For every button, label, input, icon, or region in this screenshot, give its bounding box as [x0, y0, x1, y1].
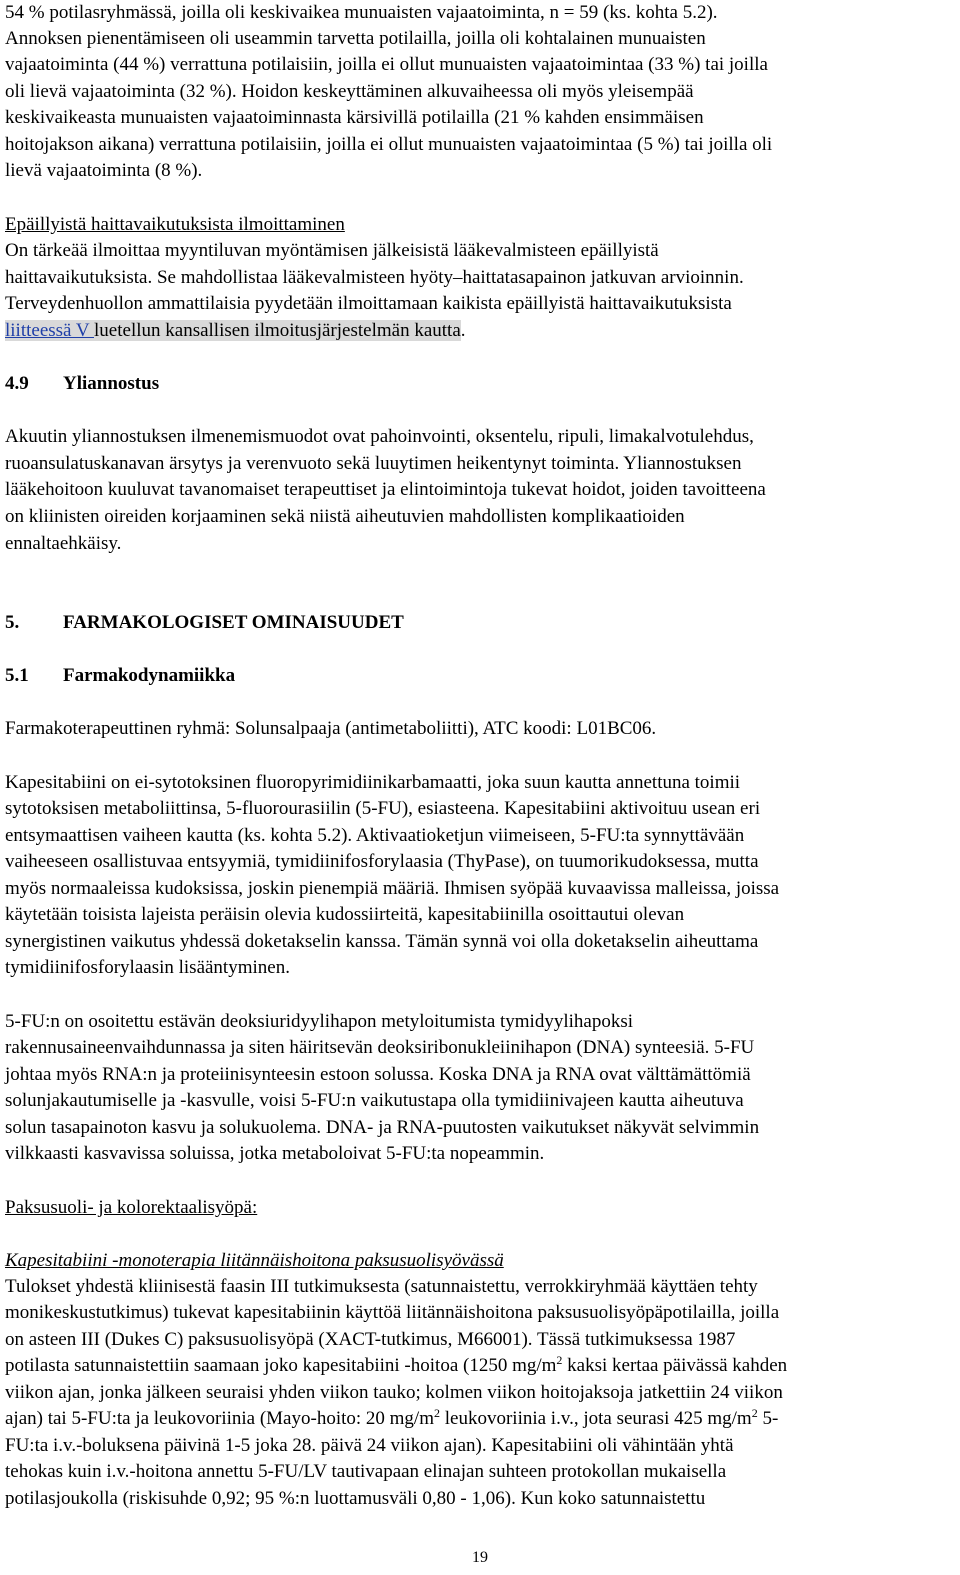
section-heading-5 — [5, 610, 404, 636]
paragraph-line: Kapesitabiini on ei-sytotoksinen fluoropyrimidiinikarbamaatti, joka suun kautta annettuna toimii — [5, 772, 741, 793]
paragraph-line: solunjakautumiselle ja -kasvulle, voisi 5-FU:n vaikutustapa olla tymidiinivajeen kautta aiheutuva — [5, 1090, 744, 1111]
paragraph-line: on kliinisten oireiden korjaaminen sekä niistä aiheutuvien mahdollisten komplikaatioiden — [5, 506, 685, 527]
paragraph-line — [5, 1406, 778, 1432]
section-title: FARMAKOLOGISET OMINAISUUDET — [63, 612, 404, 633]
paragraph-line: lievä vajaatoiminta (8 %). — [5, 160, 203, 181]
reporting-heading: Epäillyistä haittavaikutuksista ilmoittaminen — [5, 214, 345, 235]
paragraph-line: FU:ta i.v.-boluksena päivinä 1-5 joka 28. päivä 24 viikon ajan). Kapesitabiini oli vähintään yhtä — [5, 1435, 734, 1456]
paragraph-line: 54 % potilasryhmässä, joilla oli keskivaikea munuaisten vajaatoiminta, n = 59 (ks. kohta 5.2). — [5, 2, 718, 23]
text-run: 5- — [757, 1408, 779, 1429]
paragraph-line: oli lievä vajaatoiminta (32 %). Hoidon keskeyttäminen alkuvaiheessa oli myös yleisempää — [5, 81, 694, 102]
paragraph-line: tymidiinifosforylaasin lisääntyminen. — [5, 957, 290, 978]
paragraph-line: sytotoksisen metaboliittinsa, 5-fluorourasiilin (5-FU), esiasteena. Kapesitabiini aktivoituu usean eri — [5, 798, 761, 819]
paragraph-line: synergistinen vaikutus yhdessä doketakselin kanssa. Tämän synnä voi olla doketakselin aiheuttama — [5, 931, 759, 952]
link-trailing-text: luetellun kansallisen ilmoitusjärjestelmän kautta — [94, 320, 461, 341]
paragraph-line: tehokas kuin i.v.-hoitona annettu 5-FU/LV tautivapaan elinajan suhteen protokollan mukaisella — [5, 1461, 727, 1482]
pharmacotherapeutic-group: Farmakoterapeuttinen ryhmä: Solunsalpaaja (antimetaboliitti), ATC koodi: L01BC06. — [5, 718, 657, 739]
paragraph-line: potilasjoukolla (riskisuhde 0,92; 95 %:n luottamusväli 0,80 - 1,06). Kun koko satunnaistettu — [5, 1488, 706, 1509]
paragraph-line: ennaltaehkäisy. — [5, 533, 122, 554]
colorectal-heading: Paksusuoli- ja kolorektaalisyöpä: — [5, 1197, 258, 1218]
section-title: Yliannostus — [63, 373, 160, 394]
paragraph-line: johtaa myös RNA:n ja proteiinisynteesin estoon solussa. Koska DNA ja RNA ovat välttämättömiä — [5, 1064, 751, 1085]
paragraph-line: vilkkaasti kasvavissa soluissa, jotka metaboloivat 5-FU:ta nopeammin. — [5, 1143, 545, 1164]
text-run: potilasta satunnaistettiin saamaan joko kapesitabiini -hoitoa (1250 mg/m — [5, 1355, 557, 1376]
paragraph-line: käytetään toisista lajeista peräisin olevia kudossiirteitä, kapesitabiinilla osoittautui olevan — [5, 904, 685, 925]
monotherapy-heading: Kapesitabiini -monoterapia liitännäishoitona paksusuolisyövässä — [5, 1250, 504, 1271]
section-number: 5.1 — [5, 665, 29, 686]
paragraph-line: solun tasapainoton kasvu ja solukuolema. DNA- ja RNA-puutosten vaikutukset näkyvät selvimmin — [5, 1117, 760, 1138]
section-title: Farmakodynamiikka — [63, 665, 236, 686]
paragraph-line: hoitojakson aikana) verrattuna potilaisiin, joilla ei ollut munuaisten vajaatoimintaa (5 %) tai joilla oli — [5, 134, 773, 155]
superscript: 2 — [751, 1406, 758, 1420]
paragraph-line: vaiheeseen osallistuvaa entsyymiä, tymidiinifosforylaasia (ThyPase), on tuumorikudoksessa, mutta — [5, 851, 759, 872]
paragraph-line: rakennusaineenvaihdunnassa ja siten häiritsevän deoksiribonukleiinihapon (DNA) synteesiä. 5-FU — [5, 1037, 755, 1058]
paragraph-line: 5-FU:n on osoitettu estävän deoksiuridyylihapon metyloitumista tymidyylihapoksi — [5, 1011, 634, 1032]
paragraph-line: Tulokset yhdestä kliinisestä faasin III tutkimuksesta (satunnaistettu, verrokkiryhmää käyttäen tehty — [5, 1276, 758, 1297]
section-heading-5-1 — [5, 663, 235, 689]
paragraph-line: ruoansulatuskanavan ärsytys ja verenvuoto sekä luuytimen heikentynyt toiminta. Yliannostuksen — [5, 453, 742, 474]
text-run: ajan) tai 5-FU:ta ja leukovoriinia (Mayo-hoito: 20 mg/m — [5, 1408, 434, 1429]
superscript: 2 — [556, 1353, 563, 1367]
paragraph-line: keskivaikeasta munuaisten vajaatoiminnasta kärsivillä potilailla (21 % kahden ensimmäisen — [5, 107, 704, 128]
paragraph-line: lääkehoitoon kuuluvat tavanomaiset terapeuttiset ja elintoimintoja tukevat hoidot, joiden tavoitteena — [5, 479, 766, 500]
section-number: 5. — [5, 612, 20, 633]
section-heading-4-9 — [5, 371, 159, 397]
paragraph-line: On tärkeää ilmoittaa myyntiluvan myöntämisen jälkeisistä lääkevalmisteen epäillyistä — [5, 240, 659, 261]
section-number: 4.9 — [5, 373, 29, 394]
paragraph-line: myös normaaleissa kudoksissa, joskin pienempiä määriä. Ihmisen syöpää kuvaavissa malleissa, joissa — [5, 878, 780, 899]
sentence-end: . — [460, 320, 466, 341]
paragraph-line — [5, 318, 466, 344]
paragraph-line: Akuutin yliannostuksen ilmenemismuodot ovat pahoinvointi, oksentelu, ripuli, limakalvotulehdus, — [5, 426, 754, 447]
paragraph-line: on asteen III (Dukes C) paksusuolisyöpä (XACT-tutkimus, M66001). Tässä tutkimuksessa 1987 — [5, 1329, 736, 1350]
paragraph-line: vajaatoiminta (44 %) verrattuna potilaisiin, joilla ei ollut munuaisten vajaatoimintaa (33 %) tai joilla — [5, 54, 768, 75]
text-run: leukovoriinia i.v., jota seurasi 425 mg/m — [440, 1408, 752, 1429]
paragraph-line: monikeskustutkimus) tukevat kapesitabiinin käyttöä liitännäishoitona paksusuolisyöpäpotilailla, joilla — [5, 1302, 780, 1323]
paragraph-line: haittavaikutuksista. Se mahdollistaa lääkevalmisteen hyöty–haittatasapainon jatkuvan arvioinnin. — [5, 267, 744, 288]
paragraph-line: viikon ajan, jonka jälkeen seuraisi yhden viikon tauko; kolmen viikon hoitojaksoja jatkettiin 24 viikon — [5, 1382, 783, 1403]
page-number: 19 — [472, 1549, 488, 1566]
superscript: 2 — [434, 1406, 440, 1420]
text-run: kaksi kertaa päivässä kahden — [562, 1355, 788, 1376]
paragraph-line: entsymaattisen vaiheen kautta (ks. kohta 5.2). Aktivaatioketjun viimeiseen, 5-FU:ta synnyttävään — [5, 825, 745, 846]
paragraph-line: Terveydenhuollon ammattilaisia pyydetään ilmoittamaan kaikista epäillyistä haittavaikutuksista — [5, 293, 732, 314]
appendix-v-link[interactable]: liitteessä V — [5, 320, 95, 341]
paragraph-line: Annoksen pienentämiseen oli useammin tarvetta potilailla, joilla oli kohtalainen munuaisten — [5, 28, 706, 49]
paragraph-line — [5, 1353, 787, 1379]
